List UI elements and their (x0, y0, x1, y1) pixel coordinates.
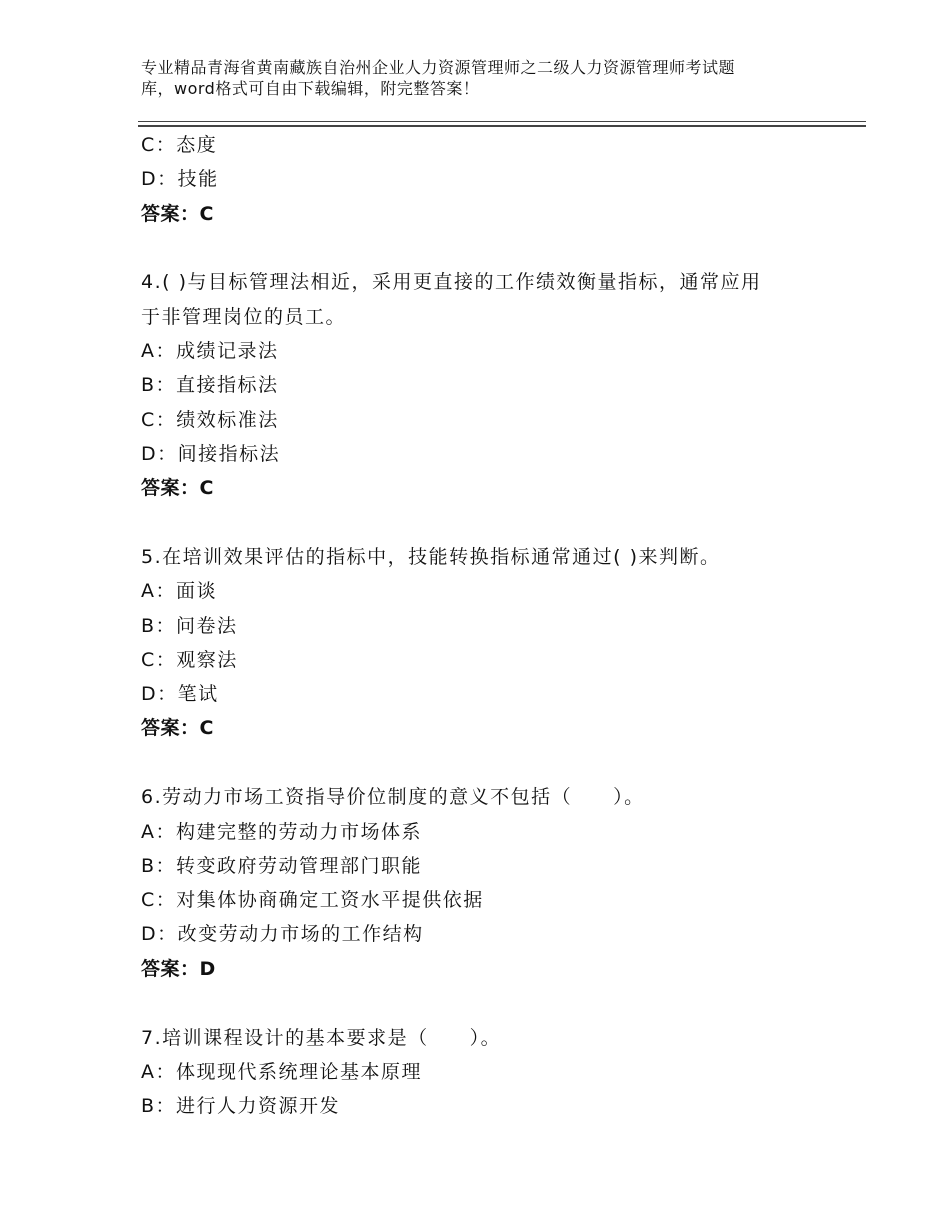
option-a: A：体现现代系统理论基本原理 (141, 1060, 422, 1083)
spacer (141, 746, 841, 781)
option-b: B：转变政府劳动管理部门职能 (141, 854, 423, 877)
option-b: B：进行人力资源开发 (141, 1095, 341, 1118)
spacer (141, 231, 841, 266)
question-text: 于非管理岗位的员工。 (141, 305, 347, 328)
option-a: A：成绩记录法 (141, 339, 279, 362)
question-block-5 (141, 540, 841, 746)
option-b: B：直接指标法 (141, 374, 279, 397)
option-d: D：技能 (141, 168, 219, 191)
answer-line: 答案：D (141, 957, 216, 980)
question-text: 4.( )与目标管理法相近，采用更直接的工作绩效衡量指标，通常应用 (141, 271, 762, 294)
answer-line: 答案：C (141, 477, 214, 500)
question-block-7 (141, 1021, 841, 1124)
option-b: B：问卷法 (141, 614, 238, 637)
question-block-6 (141, 780, 841, 986)
answer-line: 答案：C (141, 717, 214, 740)
header-title-line-2: 库，word格式可自由下载编辑，附完整答案！ (141, 79, 480, 98)
option-a: A：面谈 (141, 580, 217, 603)
question-block-4 (141, 265, 841, 505)
option-c: C：观察法 (141, 648, 238, 671)
question-text: 5.在培训效果评估的指标中，技能转换指标通常通过( )来判断。 (141, 545, 721, 568)
question-text: 7.培训课程设计的基本要求是（ ）。 (141, 1026, 502, 1049)
option-d: D：笔试 (141, 683, 219, 706)
answer-line: 答案：C (141, 202, 214, 225)
option-c: C：对集体协商确定工资水平提供依据 (141, 889, 484, 912)
option-c: C：绩效标准法 (141, 408, 279, 431)
spacer (141, 986, 841, 1021)
spacer (141, 505, 841, 540)
document-body (141, 128, 841, 1123)
header-rule-thick (138, 125, 866, 127)
option-a: A：构建完整的劳动力市场体系 (141, 820, 422, 843)
question-text: 6.劳动力市场工资指导价位制度的意义不包括（ ）。 (141, 786, 645, 809)
option-d: D：改变劳动力市场的工作结构 (141, 923, 424, 946)
document-header (141, 57, 841, 99)
question-block-3 (141, 128, 841, 231)
header-title-line-1: 专业精品青海省黄南藏族自治州企业人力资源管理师之二级人力资源管理师考试题 (141, 58, 736, 77)
option-c: C：态度 (141, 134, 218, 156)
option-d: D：间接指标法 (141, 442, 281, 465)
header-rule-thin (138, 121, 866, 122)
